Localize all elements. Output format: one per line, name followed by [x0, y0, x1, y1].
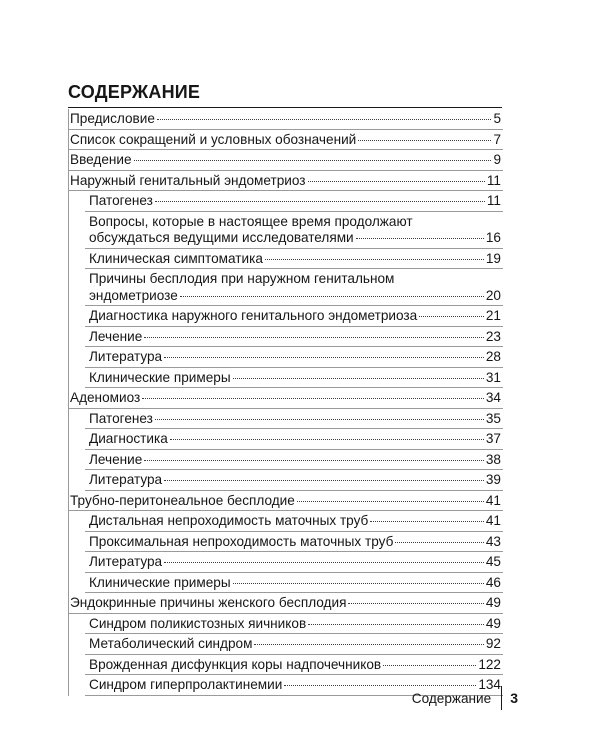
- dot-leader: [254, 644, 483, 645]
- toc-entry-title: Эндокринные причины женского бесплодия: [70, 595, 347, 610]
- toc-subsection-entry[interactable]: [69, 191, 503, 212]
- toc-entry-title: Врожденная дисфункция коры надпочечников: [89, 656, 382, 672]
- toc-subsection-entry[interactable]: [69, 634, 503, 655]
- toc-section-entry[interactable]: [69, 171, 503, 192]
- toc-entry-title: Патогенез: [89, 410, 153, 426]
- dot-leader: [142, 398, 484, 399]
- footer-section-label: Содержание: [411, 690, 492, 706]
- toc-page-number: 41: [485, 492, 501, 508]
- toc-subsection-entry[interactable]: [69, 429, 503, 450]
- dot-leader: [164, 562, 484, 563]
- dot-leader: [164, 480, 484, 481]
- toc-page-number: 35: [485, 410, 501, 426]
- toc-page-number: 41: [485, 513, 501, 528]
- toc-entry-title: Лечение: [89, 451, 143, 467]
- toc-page-number: 49: [485, 595, 501, 610]
- toc-subsection-entry[interactable]: [69, 511, 503, 532]
- toc-page-number: 45: [485, 554, 501, 569]
- toc-subsection-entry[interactable]: [69, 347, 503, 368]
- toc-entry-title: Аденомиоз: [70, 390, 141, 405]
- toc-section-entry[interactable]: [69, 109, 503, 130]
- dot-leader: [370, 521, 484, 522]
- toc-page-number: 23: [485, 328, 501, 344]
- toc-entry-title: Список сокращений и условных обозначений: [70, 131, 357, 147]
- dot-leader: [144, 337, 484, 338]
- dot-leader: [170, 439, 484, 440]
- toc-page-number: 92: [485, 636, 501, 651]
- toc-subsection-entry[interactable]: [69, 450, 503, 471]
- toc-entry-title: Синдром поликистозных яичников: [89, 615, 307, 631]
- dot-leader: [233, 583, 484, 584]
- dot-leader: [180, 296, 484, 297]
- toc-page-number: 38: [485, 451, 501, 467]
- toc-entry-title: Лечение: [89, 328, 143, 344]
- toc-section-entry[interactable]: [69, 130, 503, 151]
- toc-page-number: 5: [493, 111, 501, 126]
- dot-leader: [356, 238, 484, 239]
- toc-page-number: 16: [485, 230, 501, 245]
- toc-subsection-entry[interactable]: [69, 470, 503, 491]
- toc-page-number: 31: [485, 369, 501, 385]
- toc-page-number: 46: [485, 574, 501, 590]
- toc-subsection-entry[interactable]: [69, 614, 503, 635]
- dot-leader: [155, 201, 485, 202]
- toc-page-number: 19: [485, 250, 501, 266]
- toc-page-number: 49: [485, 615, 501, 631]
- dot-leader: [144, 460, 484, 461]
- toc-subsection-entry[interactable]: [69, 269, 503, 306]
- toc-entry-title: Литература: [89, 472, 163, 487]
- toc-subsection-entry[interactable]: [69, 306, 503, 327]
- toc-section-entry[interactable]: [69, 150, 503, 171]
- dot-leader: [308, 624, 484, 625]
- toc-page-number: 34: [485, 390, 501, 405]
- toc-list: [68, 109, 503, 696]
- dot-leader: [383, 665, 476, 666]
- dot-leader: [155, 419, 484, 420]
- toc-page-number: 7: [493, 131, 501, 147]
- toc-subsection-entry[interactable]: [69, 573, 503, 594]
- toc-entry-title: Дистальная непроходимость маточных труб: [89, 513, 369, 528]
- toc-entry-title: Метаболический синдром: [89, 636, 253, 651]
- toc-subsection-entry[interactable]: [69, 552, 503, 573]
- toc-section-entry[interactable]: [69, 388, 503, 409]
- toc-entry-title: обсуждаться ведущими исследователями: [89, 230, 354, 245]
- toc-entry-title: Вопросы, которые в настоящее время продолжают: [89, 213, 413, 229]
- dot-leader: [164, 357, 484, 358]
- dot-leader: [233, 378, 484, 379]
- toc-entry-title: Синдром гиперпролактинемии: [89, 677, 283, 692]
- toc-page-number: 134: [478, 677, 501, 692]
- toc-entry-title: Проксимальная непроходимость маточных труб: [89, 533, 394, 549]
- toc-entry-title: Диагностика наружного генитального эндометриоза: [89, 308, 418, 323]
- toc-entry-title: Трубно-перитонеальное бесплодие: [70, 492, 295, 508]
- toc-subsection-entry[interactable]: [69, 212, 503, 249]
- toc-section-entry[interactable]: [69, 593, 503, 614]
- dot-leader: [265, 259, 484, 260]
- dot-leader: [358, 140, 491, 141]
- title-rule: [68, 107, 502, 108]
- toc-subsection-entry[interactable]: [69, 249, 503, 270]
- toc-page-number: 37: [485, 431, 501, 446]
- footer-page-number: 3: [510, 690, 518, 706]
- toc-entry-title: Наружный генитальный эндометриоз: [70, 172, 306, 188]
- toc-entry-title: Литература: [89, 349, 163, 364]
- toc-entry-title: Диагностика: [89, 431, 168, 446]
- footer-separator: [501, 686, 502, 710]
- toc-page-number: 39: [485, 472, 501, 487]
- toc-page-number: 11: [486, 172, 501, 188]
- toc-subsection-entry[interactable]: [69, 368, 503, 389]
- toc-title: СОДЕРЖАНИЕ: [68, 82, 201, 102]
- toc-page-number: 20: [485, 287, 501, 303]
- page-footer: [412, 686, 518, 710]
- toc-page-number: 43: [485, 533, 501, 549]
- toc-page-number: 122: [478, 656, 501, 672]
- toc-page-number: 11: [486, 193, 501, 208]
- toc-entry-title: Клинические примеры: [89, 369, 231, 385]
- dot-leader: [308, 181, 485, 182]
- toc-entry-title: эндометриозе: [89, 287, 178, 303]
- toc-section-entry[interactable]: [69, 491, 503, 512]
- toc-page-number: 21: [485, 308, 501, 323]
- dot-leader: [419, 316, 484, 317]
- toc-entry-title: Предисловие: [70, 111, 155, 126]
- toc-subsection-entry[interactable]: [69, 327, 503, 348]
- toc-entry-title: Патогенез: [89, 193, 153, 208]
- dot-leader: [348, 603, 483, 604]
- toc-subsection-entry[interactable]: [69, 532, 503, 553]
- dot-leader: [134, 160, 492, 161]
- toc-entry-title: Клинические примеры: [89, 574, 231, 590]
- toc-entry-title: Клиническая симптоматика: [89, 250, 263, 266]
- toc-subsection-entry[interactable]: [69, 409, 503, 430]
- toc-entry-title: Причины бесплодия при наружном генитальном: [89, 271, 395, 286]
- toc-entry-title: Введение: [70, 152, 132, 167]
- dot-leader: [297, 501, 484, 502]
- toc-subsection-entry[interactable]: [69, 655, 503, 676]
- dot-leader: [157, 119, 492, 120]
- toc-page-number: 9: [493, 152, 501, 167]
- dot-leader: [395, 542, 484, 543]
- toc-page-number: 28: [485, 349, 501, 364]
- toc-entry-title: Литература: [89, 554, 163, 569]
